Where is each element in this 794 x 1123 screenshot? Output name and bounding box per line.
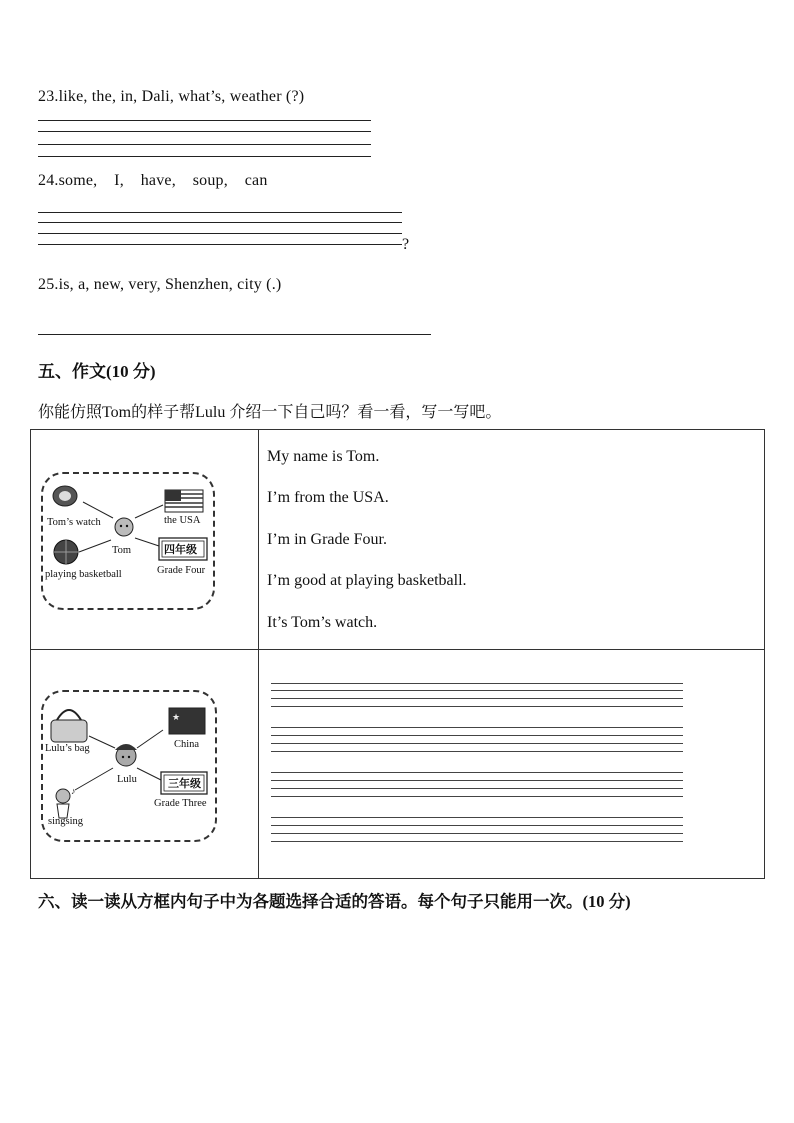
section-5-heading: 五、作文(10 分) xyxy=(38,362,156,381)
writing-area-cell[interactable] xyxy=(259,650,765,879)
question-mark: ? xyxy=(402,236,410,253)
writing-line[interactable] xyxy=(271,683,683,684)
writing-line[interactable] xyxy=(38,131,371,132)
question-24: 24.some, I, have, soup, can xyxy=(38,172,268,189)
label-grade: Grade Four xyxy=(157,565,206,576)
writing-line[interactable] xyxy=(271,788,683,789)
writing-line[interactable] xyxy=(271,817,683,818)
usa-flag-icon xyxy=(165,490,203,512)
writing-line[interactable] xyxy=(38,222,402,223)
writing-line[interactable] xyxy=(271,751,683,752)
example-sentences-cell xyxy=(259,430,765,650)
writing-line[interactable] xyxy=(38,233,402,234)
composition-table xyxy=(30,429,765,879)
example-picture-cell xyxy=(31,430,259,650)
label-name: Tom xyxy=(112,545,132,556)
label-hobby: singsing xyxy=(48,816,84,827)
writing-line[interactable] xyxy=(38,244,402,245)
writing-line[interactable] xyxy=(271,735,683,736)
question-23: 23.like, the, in, Dali, what’s, weather (?) xyxy=(38,88,305,105)
writing-line[interactable] xyxy=(271,772,683,773)
grade-box-text: 三年级 xyxy=(168,777,201,790)
writing-line[interactable] xyxy=(271,841,683,842)
label-grade: Grade Three xyxy=(154,798,207,809)
writing-line[interactable] xyxy=(271,796,683,797)
example-connectors xyxy=(31,430,258,649)
writing-line[interactable] xyxy=(38,120,371,121)
question-25: 25.is, a, new, very, Shenzhen, city (.) xyxy=(38,276,282,293)
section-5-instruction: 你能仿照Tom的样子帮Lulu 介绍一下自己吗？看一看，写一写吧。 xyxy=(38,404,502,421)
example-sentence: I’m good at playing basketball. xyxy=(267,572,467,589)
section-6-heading: 六、读一读从方框内句子中为各题选择合适的答语。每个句子只能用一次。(10 分) xyxy=(38,892,631,911)
writing-line[interactable] xyxy=(271,833,683,834)
label-country: China xyxy=(174,739,200,750)
example-sentence: I’m in Grade Four. xyxy=(267,531,387,548)
china-flag-icon xyxy=(169,708,205,734)
label-bag: Lulu’s bag xyxy=(45,743,90,754)
bag-icon xyxy=(51,710,87,742)
svg-text:♪: ♪ xyxy=(71,786,76,796)
writing-line[interactable] xyxy=(271,698,683,699)
girl-icon xyxy=(115,744,137,766)
writing-line[interactable] xyxy=(271,727,683,728)
boy-icon xyxy=(115,518,133,536)
label-hobby: playing basketball xyxy=(45,569,122,580)
writing-line[interactable] xyxy=(271,743,683,744)
writing-line[interactable] xyxy=(271,706,683,707)
writing-line[interactable] xyxy=(271,780,683,781)
task-picture-cell xyxy=(31,650,259,879)
writing-line[interactable] xyxy=(38,212,402,213)
label-name: Lulu xyxy=(117,774,137,785)
watch-icon xyxy=(53,486,77,506)
writing-line[interactable] xyxy=(38,144,371,145)
singing-girl-icon xyxy=(56,786,76,818)
writing-line[interactable] xyxy=(271,690,683,691)
example-sentence: It’s Tom’s watch. xyxy=(267,614,378,631)
example-sentence: I’m from the USA. xyxy=(267,489,389,506)
grade-box-text: 四年级 xyxy=(164,543,197,556)
answer-line[interactable] xyxy=(38,334,431,335)
writing-line[interactable] xyxy=(271,825,683,826)
label-watch: Tom’s watch xyxy=(47,517,101,528)
svg-text:★: ★ xyxy=(172,712,181,722)
label-country: the USA xyxy=(164,515,201,526)
writing-line[interactable] xyxy=(38,156,371,157)
example-sentence: My name is Tom. xyxy=(267,448,380,465)
task-connectors xyxy=(31,650,258,878)
basketball-icon xyxy=(54,540,78,564)
